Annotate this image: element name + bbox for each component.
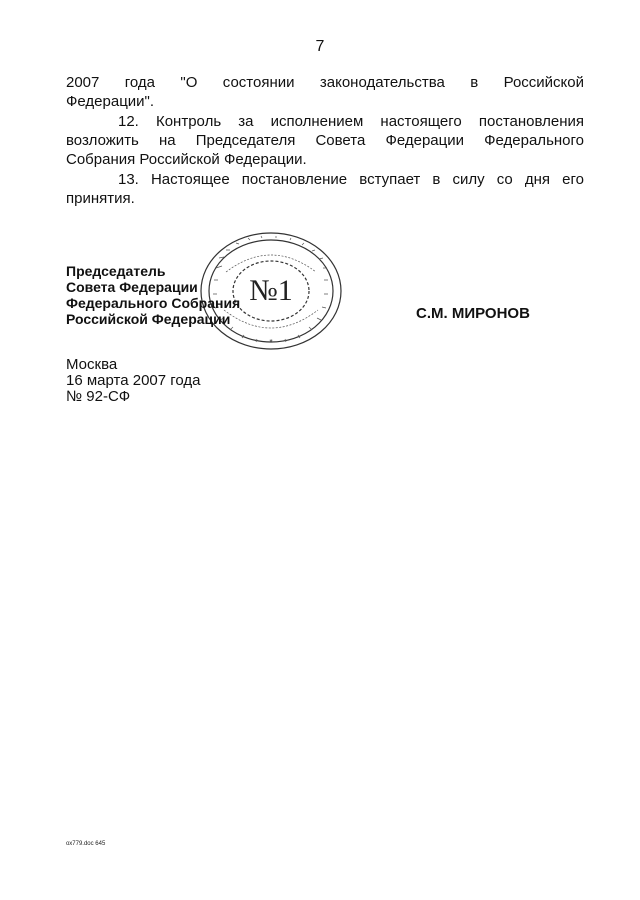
paragraph-13-line-2: принятия. xyxy=(66,190,135,207)
signer-name: С.М. МИРОНОВ xyxy=(416,305,530,322)
svg-text:*: * xyxy=(269,338,273,347)
place-date-block xyxy=(66,357,201,405)
document-date: 16 марта 2007 года xyxy=(66,372,201,389)
paragraph-12-line-3: Собрания Российской Федерации. xyxy=(66,151,307,168)
signature-title-line-1: Председатель xyxy=(66,263,166,279)
signature-title-line-2: Совета Федерации xyxy=(66,279,198,295)
paragraph-12-line-1: 12. Контроль за исполнением настоящего постановления xyxy=(118,113,584,130)
signature-title-block xyxy=(66,263,240,327)
paragraph-12-line-2: возложить на Председателя Совета Федерации Федерального xyxy=(66,132,584,149)
paragraph-continuation-line-2: Федерации". xyxy=(66,93,155,110)
signature-title-line-4: Российской Федерации xyxy=(66,311,231,327)
paragraph-continuation-line-1: 2007 года "О состоянии законодательства в Российской xyxy=(66,74,584,91)
page-number: 7 xyxy=(315,38,325,55)
signature-title-line-3: Федерального Собрания xyxy=(66,295,241,311)
document-number: № 92-СФ xyxy=(66,388,131,405)
place-city: Москва xyxy=(66,356,118,373)
paragraph-13-line-1: 13. Настоящее постановление вступает в силу со дня его xyxy=(118,171,584,188)
seal-number-text: №1 xyxy=(249,274,293,307)
footer-file-code: ох779.doc 645 xyxy=(66,841,106,847)
